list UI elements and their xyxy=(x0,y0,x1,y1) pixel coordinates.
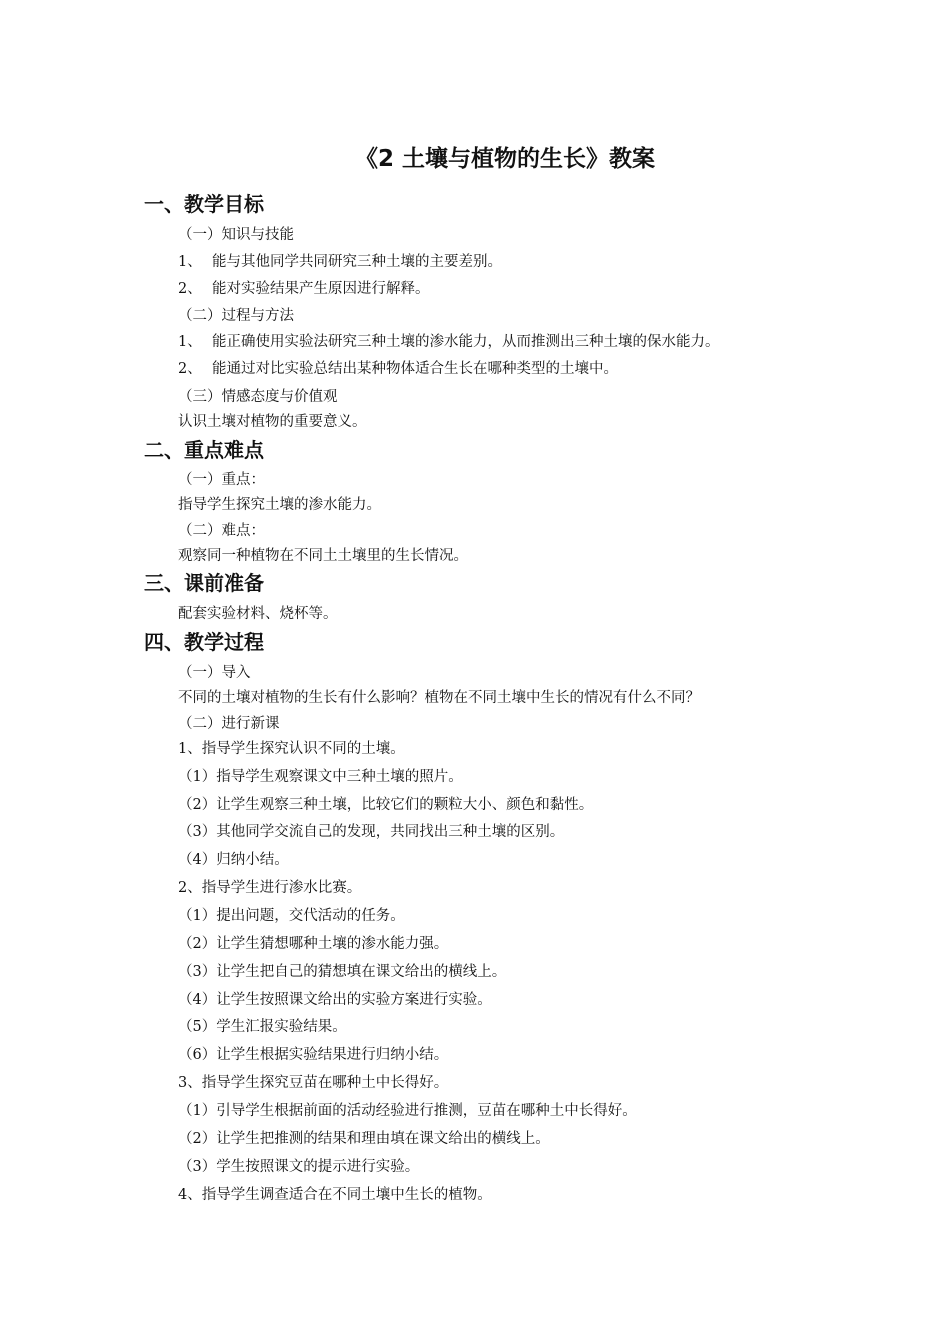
section-heading-key-points: 二、重点难点 xyxy=(144,438,264,462)
subsection-label: （一）导入 xyxy=(178,665,251,681)
body-text: 观察同一种植物在不同土土壤里的生长情况。 xyxy=(178,548,468,564)
section-heading-objectives: 一、教学目标 xyxy=(144,192,264,216)
item-number: 1、 xyxy=(178,254,202,270)
item-text: 能与其他同学共同研究三种土壤的主要差别。 xyxy=(212,254,502,270)
document-title: 《2 土壤与植物的生长》教案 xyxy=(354,146,655,172)
item-number: 1、 xyxy=(178,334,202,350)
item-text: 能通过对比实验总结出某种物体适合生长在哪种类型的土壤中。 xyxy=(212,361,618,377)
body-text: （4）归纳小结。 xyxy=(178,852,289,868)
subsection-label: （一）知识与技能 xyxy=(178,227,294,243)
body-text: （3）学生按照课文的提示进行实验。 xyxy=(178,1159,420,1175)
section-heading-preparation: 三、课前准备 xyxy=(144,571,264,595)
body-text: （3）其他同学交流自己的发现，共同找出三种土壤的区别。 xyxy=(178,824,565,840)
body-text: 1、指导学生探究认识不同的土壤。 xyxy=(178,741,405,757)
body-text: 3、指导学生探究豆苗在哪种土中长得好。 xyxy=(178,1075,449,1091)
body-text: 不同的土壤对植物的生长有什么影响？植物在不同土壤中生长的情况有什么不同？ xyxy=(178,690,700,706)
body-text: （6）让学生根据实验结果进行归纳小结。 xyxy=(178,1047,449,1063)
body-text: 2、指导学生进行渗水比赛。 xyxy=(178,880,362,896)
subsection-label: （二）过程与方法 xyxy=(178,308,294,324)
item-text: 能正确使用实验法研究三种土壤的渗水能力，从而推测出三种土壤的保水能力。 xyxy=(212,334,720,350)
numbered-item xyxy=(178,279,430,299)
item-number: 2、 xyxy=(178,281,202,297)
body-text: 4、指导学生调查适合在不同土壤中生长的植物。 xyxy=(178,1187,492,1203)
subsection-label: （二）进行新课 xyxy=(178,716,280,732)
subsection-label: （二）难点： xyxy=(178,523,265,539)
body-text: （3）让学生把自己的猜想填在课文给出的横线上。 xyxy=(178,964,507,980)
subsection-label: （一）重点： xyxy=(178,472,265,488)
numbered-item xyxy=(178,332,720,352)
body-text: （4）让学生按照课文给出的实验方案进行实验。 xyxy=(178,992,492,1008)
body-text: （1）引导学生根据前面的活动经验进行推测，豆苗在哪种土中长得好。 xyxy=(178,1103,637,1119)
item-number: 2、 xyxy=(178,361,202,377)
body-text: （1）提出问题，交代活动的任务。 xyxy=(178,908,405,924)
numbered-item xyxy=(178,359,618,379)
body-text: （1）指导学生观察课文中三种土壤的照片。 xyxy=(178,769,463,785)
body-text: （5）学生汇报实验结果。 xyxy=(178,1019,347,1035)
body-text: 指导学生探究土壤的渗水能力。 xyxy=(178,497,381,513)
body-text: 认识土壤对植物的重要意义。 xyxy=(178,414,367,430)
body-text: 配套实验材料、烧杯等。 xyxy=(178,606,338,622)
item-text: 能对实验结果产生原因进行解释。 xyxy=(212,281,430,297)
numbered-item xyxy=(178,252,502,272)
subsection-label: （三）情感态度与价值观 xyxy=(178,389,338,405)
body-text: （2）让学生猜想哪种土壤的渗水能力强。 xyxy=(178,936,449,952)
body-text: （2）让学生把推测的结果和理由填在课文给出的横线上。 xyxy=(178,1131,550,1147)
section-heading-process: 四、教学过程 xyxy=(144,630,264,654)
body-text: （2）让学生观察三种土壤，比较它们的颗粒大小、颜色和黏性。 xyxy=(178,797,594,813)
